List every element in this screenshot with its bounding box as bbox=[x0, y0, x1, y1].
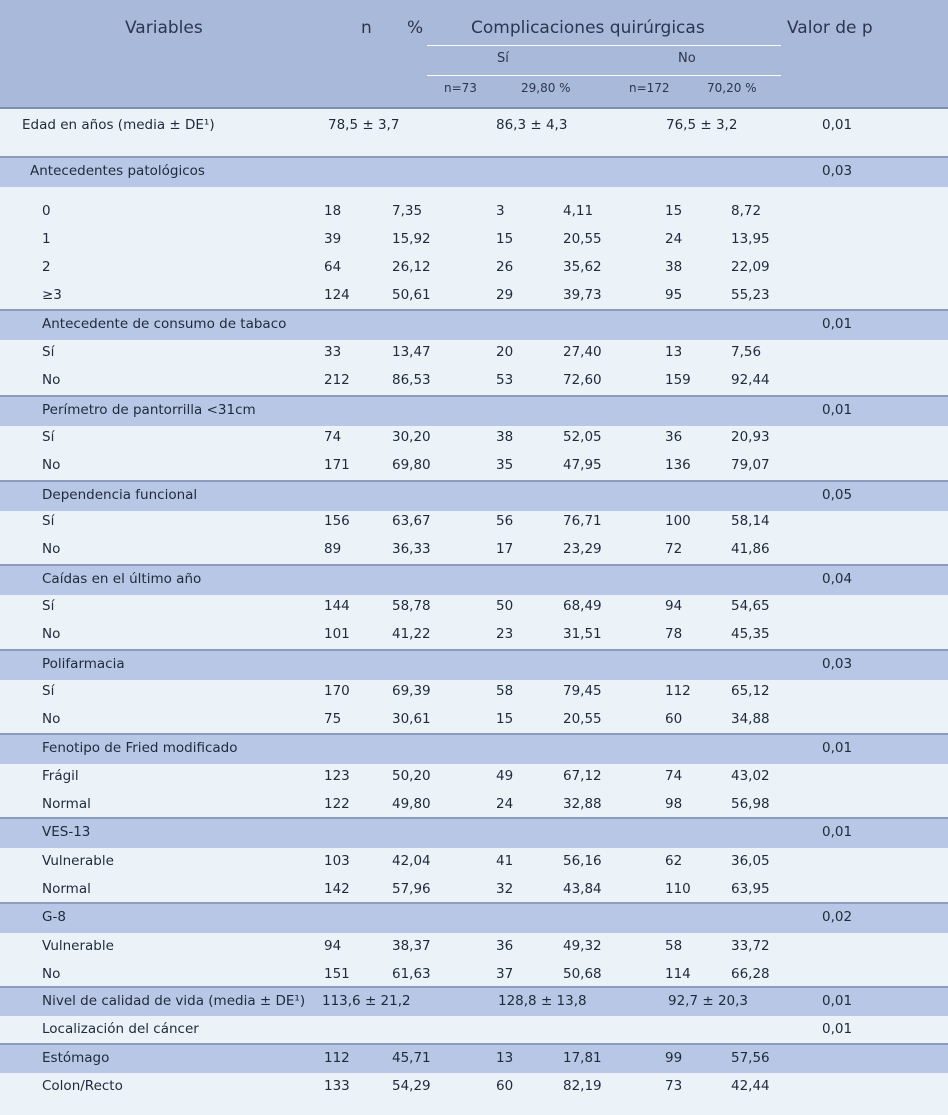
cell-si-pct: 27,40 bbox=[563, 344, 602, 360]
row-label: No bbox=[42, 626, 61, 642]
cell-no-n: 38 bbox=[665, 259, 683, 275]
cell-si-n: 23 bbox=[496, 626, 514, 642]
row-label: Colon/Recto bbox=[42, 1078, 123, 1094]
row-label: Vulnerable bbox=[42, 938, 114, 954]
cell-si-pct: 49,32 bbox=[563, 938, 602, 954]
cell-no-pct: 22,09 bbox=[731, 259, 770, 275]
section-header bbox=[0, 651, 948, 680]
header-complications: Complicaciones quirúrgicas bbox=[471, 18, 705, 38]
cell-no-pct: 92,44 bbox=[731, 372, 770, 388]
cell-pct: 50,20 bbox=[392, 768, 431, 784]
table-row bbox=[0, 226, 948, 254]
cell-no-pct: 63,95 bbox=[731, 881, 770, 897]
table-row bbox=[0, 763, 948, 791]
cell-no-n: 94 bbox=[665, 598, 683, 614]
cell-pct: 69,80 bbox=[392, 457, 431, 473]
cell-n: 122 bbox=[324, 796, 350, 812]
p-value: 0,01 bbox=[822, 1021, 853, 1037]
table-row bbox=[0, 536, 948, 564]
cell-no-pct: 13,95 bbox=[731, 231, 770, 247]
table-row bbox=[0, 198, 948, 226]
cell-pct: 41,22 bbox=[392, 626, 431, 642]
cell-si-n: 37 bbox=[496, 966, 514, 982]
cell-pct: 26,12 bbox=[392, 259, 431, 275]
p-value: 0,01 bbox=[822, 117, 853, 133]
table-row bbox=[0, 508, 948, 536]
section-label: G-8 bbox=[42, 909, 66, 925]
cell-pct: 58,78 bbox=[392, 598, 431, 614]
cell-no-n: 159 bbox=[665, 372, 691, 388]
header-divider-bottom bbox=[427, 75, 781, 76]
cell-si-pct: 72,60 bbox=[563, 372, 602, 388]
cell-no-pct: 79,07 bbox=[731, 457, 770, 473]
row-label: Frágil bbox=[42, 768, 79, 784]
section-header bbox=[0, 904, 948, 933]
row-label: 1 bbox=[42, 231, 51, 247]
cell-si-n: 24 bbox=[496, 796, 514, 812]
section-header bbox=[0, 311, 948, 340]
cell-n: 101 bbox=[324, 626, 350, 642]
table-row bbox=[0, 678, 948, 706]
cell-no-pct: 34,88 bbox=[731, 711, 770, 727]
cell-no-pct: 43,02 bbox=[731, 768, 770, 784]
row-label: No bbox=[42, 457, 61, 473]
p-value: 0,03 bbox=[822, 163, 853, 179]
cell-n: 142 bbox=[324, 881, 350, 897]
row-label: 2 bbox=[42, 259, 51, 275]
section-label: Dependencia funcional bbox=[42, 487, 198, 503]
quality-total: 113,6 ± 21,2 bbox=[322, 993, 411, 1009]
row-label: Localización del cáncer bbox=[42, 1021, 199, 1037]
quality-si: 128,8 ± 13,8 bbox=[498, 993, 587, 1009]
table-row bbox=[0, 1045, 948, 1073]
table-row bbox=[0, 876, 948, 904]
row-label: Estómago bbox=[42, 1050, 110, 1066]
cell-no-pct: 36,05 bbox=[731, 853, 770, 869]
table-row bbox=[0, 254, 948, 282]
cell-no-n: 72 bbox=[665, 541, 683, 557]
cell-si-n: 56 bbox=[496, 513, 514, 529]
cell-si-n: 3 bbox=[496, 203, 505, 219]
cell-no-n: 110 bbox=[665, 881, 691, 897]
row-label: Sí bbox=[42, 429, 55, 445]
cell-no-n: 78 bbox=[665, 626, 683, 642]
section-header bbox=[0, 735, 948, 764]
row-label: Edad en años (media ± DE¹) bbox=[22, 117, 215, 133]
cell-si-n: 49 bbox=[496, 768, 514, 784]
cell-si-pct: 31,51 bbox=[563, 626, 602, 642]
cell-no-pct: 8,72 bbox=[731, 203, 762, 219]
p-value: 0,01 bbox=[822, 993, 853, 1009]
p-value: 0,04 bbox=[822, 571, 853, 587]
row-label: No bbox=[42, 541, 61, 557]
cell-si-pct: 47,95 bbox=[563, 457, 602, 473]
table-row bbox=[0, 706, 948, 734]
cell-pct: 45,71 bbox=[392, 1050, 431, 1066]
cell-n: 170 bbox=[324, 683, 350, 699]
cell-n: 94 bbox=[324, 938, 342, 954]
section-header bbox=[0, 819, 948, 848]
cell-si-n: 38 bbox=[496, 429, 514, 445]
cell-n: 144 bbox=[324, 598, 350, 614]
header-si-n: n=73 bbox=[444, 81, 477, 95]
cell-pct: 13,47 bbox=[392, 344, 431, 360]
cell-n: 212 bbox=[324, 372, 350, 388]
row-label: No bbox=[42, 966, 61, 982]
row-label: Normal bbox=[42, 881, 91, 897]
cell-si-pct: 56,16 bbox=[563, 853, 602, 869]
cell-no-pct: 45,35 bbox=[731, 626, 770, 642]
cell-no-pct: 42,44 bbox=[731, 1078, 770, 1094]
cell-si-n: 13 bbox=[496, 1050, 514, 1066]
cell-si-n: 60 bbox=[496, 1078, 514, 1094]
section-label: VES-13 bbox=[42, 824, 91, 840]
cell-n: 64 bbox=[324, 259, 342, 275]
table-row bbox=[0, 367, 948, 395]
section-label: Antecedente de consumo de tabaco bbox=[42, 316, 287, 332]
row-label: No bbox=[42, 372, 61, 388]
cell-si-n: 41 bbox=[496, 853, 514, 869]
cell-no-n: 62 bbox=[665, 853, 683, 869]
cell-no-pct: 66,28 bbox=[731, 966, 770, 982]
cell-si-pct: 35,62 bbox=[563, 259, 602, 275]
table-row bbox=[0, 452, 948, 480]
table-row bbox=[0, 848, 948, 876]
cell-no-n: 24 bbox=[665, 231, 683, 247]
cell-no-n: 98 bbox=[665, 796, 683, 812]
cell-si-n: 15 bbox=[496, 711, 514, 727]
table-row bbox=[0, 339, 948, 367]
cell-n: 151 bbox=[324, 966, 350, 982]
cell-si-pct: 79,45 bbox=[563, 683, 602, 699]
table-row bbox=[0, 282, 948, 310]
cell-no-n: 36 bbox=[665, 429, 683, 445]
cell-si-n: 50 bbox=[496, 598, 514, 614]
cell-si-n: 20 bbox=[496, 344, 514, 360]
cell-si-pct: 39,73 bbox=[563, 287, 602, 303]
cell-si-n: 35 bbox=[496, 457, 514, 473]
cell-si-pct: 32,88 bbox=[563, 796, 602, 812]
cell-n: 89 bbox=[324, 541, 342, 557]
cell-no-pct: 56,98 bbox=[731, 796, 770, 812]
row-label: ≥3 bbox=[42, 287, 62, 303]
cell-no-n: 99 bbox=[665, 1050, 683, 1066]
cell-pct: 57,96 bbox=[392, 881, 431, 897]
table-header bbox=[0, 0, 948, 109]
age-no: 76,5 ± 3,2 bbox=[666, 117, 738, 133]
cell-no-pct: 20,93 bbox=[731, 429, 770, 445]
cell-si-pct: 50,68 bbox=[563, 966, 602, 982]
age-row bbox=[0, 109, 948, 155]
cell-no-pct: 57,56 bbox=[731, 1050, 770, 1066]
section-header bbox=[0, 397, 948, 426]
cell-no-n: 13 bbox=[665, 344, 683, 360]
row-label: Sí bbox=[42, 683, 55, 699]
cell-si-n: 58 bbox=[496, 683, 514, 699]
section-header bbox=[0, 566, 948, 595]
cell-si-n: 32 bbox=[496, 881, 514, 897]
cell-pct: 36,33 bbox=[392, 541, 431, 557]
cell-pct: 69,39 bbox=[392, 683, 431, 699]
cell-pct: 61,63 bbox=[392, 966, 431, 982]
cell-pct: 42,04 bbox=[392, 853, 431, 869]
p-value: 0,03 bbox=[822, 656, 853, 672]
cell-n: 124 bbox=[324, 287, 350, 303]
section-label: Antecedentes patológicos bbox=[30, 163, 205, 179]
cell-si-pct: 4,11 bbox=[563, 203, 594, 219]
cell-no-n: 15 bbox=[665, 203, 683, 219]
cell-si-pct: 17,81 bbox=[563, 1050, 602, 1066]
row-label: Sí bbox=[42, 344, 55, 360]
table-row bbox=[0, 621, 948, 649]
section-label: Perímetro de pantorrilla <31cm bbox=[42, 402, 256, 418]
table-row bbox=[0, 1073, 948, 1101]
cell-n: 33 bbox=[324, 344, 342, 360]
cell-no-pct: 7,56 bbox=[731, 344, 762, 360]
cell-no-n: 58 bbox=[665, 938, 683, 954]
cell-n: 171 bbox=[324, 457, 350, 473]
section-header bbox=[0, 482, 948, 511]
row-label: 0 bbox=[42, 203, 51, 219]
cell-n: 123 bbox=[324, 768, 350, 784]
p-value: 0,02 bbox=[822, 909, 853, 925]
row-label: Sí bbox=[42, 513, 55, 529]
row-label: Sí bbox=[42, 598, 55, 614]
cell-no-n: 73 bbox=[665, 1078, 683, 1094]
cell-si-pct: 82,19 bbox=[563, 1078, 602, 1094]
cell-pct: 15,92 bbox=[392, 231, 431, 247]
p-value: 0,01 bbox=[822, 740, 853, 756]
cell-si-pct: 43,84 bbox=[563, 881, 602, 897]
cell-n: 156 bbox=[324, 513, 350, 529]
cell-n: 133 bbox=[324, 1078, 350, 1094]
cell-no-pct: 54,65 bbox=[731, 598, 770, 614]
cell-no-n: 114 bbox=[665, 966, 691, 982]
quality-no: 92,7 ± 20,3 bbox=[668, 993, 749, 1009]
cell-pct: 7,35 bbox=[392, 203, 423, 219]
cell-no-n: 60 bbox=[665, 711, 683, 727]
p-value: 0,05 bbox=[822, 487, 853, 503]
table-row bbox=[0, 424, 948, 452]
header-no-n: n=172 bbox=[629, 81, 670, 95]
cell-si-pct: 20,55 bbox=[563, 711, 602, 727]
section-label: Caídas en el último año bbox=[42, 571, 202, 587]
cell-no-pct: 41,86 bbox=[731, 541, 770, 557]
cell-si-n: 26 bbox=[496, 259, 514, 275]
cell-no-n: 74 bbox=[665, 768, 683, 784]
age-total: 78,5 ± 3,7 bbox=[328, 117, 400, 133]
cell-n: 39 bbox=[324, 231, 342, 247]
p-value: 0,01 bbox=[822, 316, 853, 332]
header-no-pct: 70,20 % bbox=[707, 81, 757, 95]
cell-pct: 86,53 bbox=[392, 372, 431, 388]
header-si: Sí bbox=[497, 51, 509, 66]
p-value: 0,01 bbox=[822, 824, 853, 840]
cell-no-n: 95 bbox=[665, 287, 683, 303]
header-pvalue: Valor de p bbox=[787, 18, 873, 38]
cell-si-n: 36 bbox=[496, 938, 514, 954]
cell-n: 75 bbox=[324, 711, 342, 727]
cell-no-pct: 55,23 bbox=[731, 287, 770, 303]
cell-si-n: 53 bbox=[496, 372, 514, 388]
header-pct: % bbox=[407, 18, 424, 38]
section-label: Polifarmacia bbox=[42, 656, 125, 672]
cell-n: 18 bbox=[324, 203, 342, 219]
cell-si-pct: 23,29 bbox=[563, 541, 602, 557]
cell-si-pct: 68,49 bbox=[563, 598, 602, 614]
cell-no-pct: 58,14 bbox=[731, 513, 770, 529]
cell-no-n: 136 bbox=[665, 457, 691, 473]
cell-si-n: 29 bbox=[496, 287, 514, 303]
cell-pct: 38,37 bbox=[392, 938, 431, 954]
cell-pct: 30,61 bbox=[392, 711, 431, 727]
cell-n: 74 bbox=[324, 429, 342, 445]
quality-row bbox=[0, 988, 948, 1016]
cell-pct: 54,29 bbox=[392, 1078, 431, 1094]
cell-no-n: 100 bbox=[665, 513, 691, 529]
header-variables: Variables bbox=[125, 18, 203, 38]
cell-pct: 63,67 bbox=[392, 513, 431, 529]
row-label: Normal bbox=[42, 796, 91, 812]
table-row bbox=[0, 791, 948, 819]
cell-si-pct: 52,05 bbox=[563, 429, 602, 445]
location-row bbox=[0, 1016, 948, 1044]
row-label: Vulnerable bbox=[42, 853, 114, 869]
header-si-pct: 29,80 % bbox=[521, 81, 571, 95]
section-header bbox=[0, 158, 948, 187]
cell-si-pct: 20,55 bbox=[563, 231, 602, 247]
table-row bbox=[0, 961, 948, 989]
row-label: Nivel de calidad de vida (media ± DE¹) bbox=[42, 993, 306, 1009]
cell-n: 103 bbox=[324, 853, 350, 869]
cell-no-pct: 33,72 bbox=[731, 938, 770, 954]
cell-si-pct: 67,12 bbox=[563, 768, 602, 784]
age-si: 86,3 ± 4,3 bbox=[496, 117, 568, 133]
cell-pct: 30,20 bbox=[392, 429, 431, 445]
section-label: Fenotipo de Fried modificado bbox=[42, 740, 238, 756]
header-divider-top bbox=[427, 45, 781, 46]
cell-si-n: 17 bbox=[496, 541, 514, 557]
cell-n: 112 bbox=[324, 1050, 350, 1066]
cell-no-n: 112 bbox=[665, 683, 691, 699]
cell-no-pct: 65,12 bbox=[731, 683, 770, 699]
header-no: No bbox=[678, 51, 696, 66]
table-row bbox=[0, 593, 948, 621]
p-value: 0,01 bbox=[822, 402, 853, 418]
cell-si-pct: 76,71 bbox=[563, 513, 602, 529]
cell-pct: 49,80 bbox=[392, 796, 431, 812]
cell-si-n: 15 bbox=[496, 231, 514, 247]
table-row bbox=[0, 933, 948, 961]
header-n: n bbox=[361, 18, 372, 38]
row-label: No bbox=[42, 711, 61, 727]
cell-pct: 50,61 bbox=[392, 287, 431, 303]
